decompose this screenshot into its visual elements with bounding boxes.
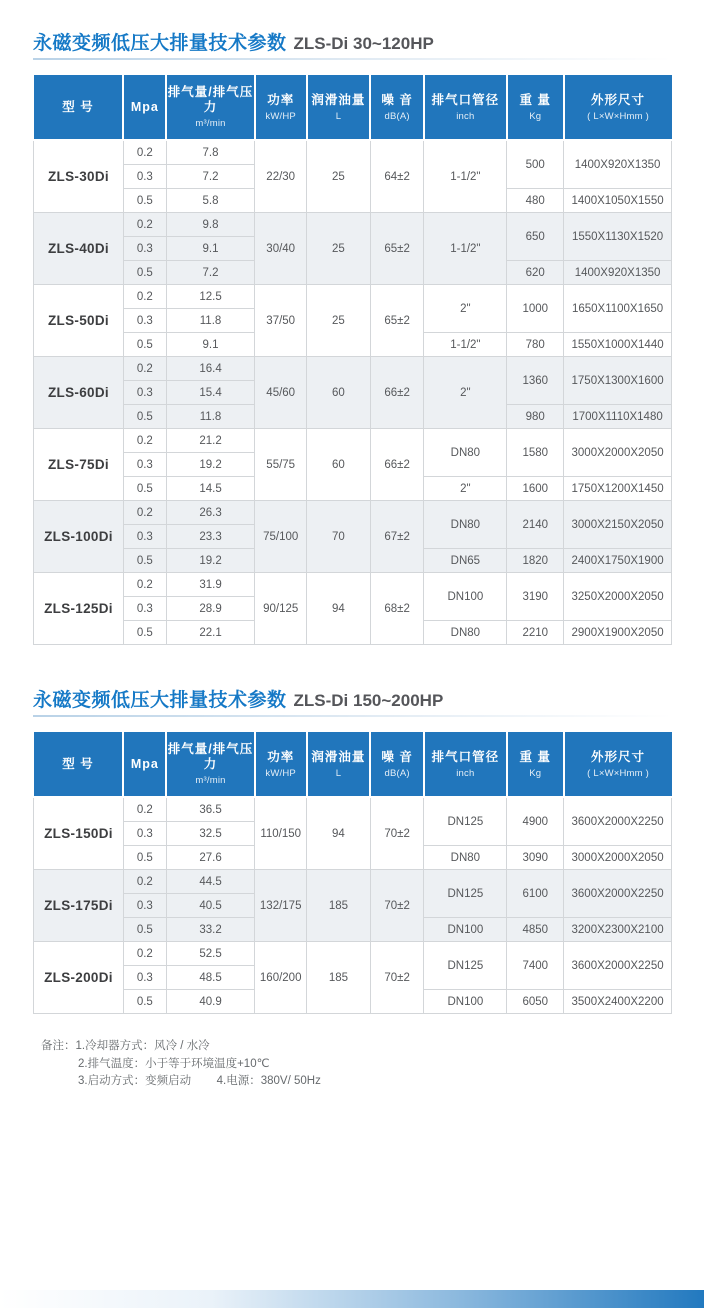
cell-dimensions: 3600X2000X2250: [564, 942, 672, 990]
cell-mpa: 0.2: [123, 942, 166, 966]
cell-dimensions: 3000X2000X2050: [564, 429, 672, 477]
column-header: 噪 音 dB(A): [370, 75, 424, 140]
column-header: Mpa: [123, 75, 166, 140]
cell-oil: 60: [307, 357, 371, 429]
cell-flow: 7.2: [166, 165, 255, 189]
cell-pipe: DN125: [424, 870, 507, 918]
cell-dimensions: 2900X1900X2050: [564, 621, 672, 645]
cell-mpa: 0.3: [123, 453, 166, 477]
cell-dimensions: 3600X2000X2250: [564, 797, 672, 846]
table-row: [34, 870, 672, 894]
table-row: [34, 140, 672, 165]
footnote-line: 备注：1.冷却器方式：风冷 / 水冷: [41, 1040, 210, 1052]
footnote-line: 3.启动方式：变频启动 4.电源：380V/ 50Hz: [78, 1075, 321, 1087]
table-row: [34, 797, 672, 822]
cell-pipe: DN65: [424, 549, 507, 573]
cell-power: 45/60: [255, 357, 307, 429]
section-title: [33, 28, 672, 55]
cell-flow: 52.5: [166, 942, 255, 966]
cell-pipe: DN80: [424, 621, 507, 645]
cell-weight: 4850: [507, 918, 564, 942]
column-header: 功率 kW/HP: [255, 732, 307, 797]
cell-model: ZLS-200Di: [34, 942, 124, 1014]
cell-flow: 28.9: [166, 597, 255, 621]
cell-model: ZLS-75Di: [34, 429, 124, 501]
column-header: 排气量/排气压力 m³/min: [166, 732, 255, 797]
cell-mpa: 0.5: [123, 990, 166, 1014]
cell-pipe: DN100: [424, 573, 507, 621]
cell-mpa: 0.5: [123, 261, 166, 285]
cell-model: ZLS-150Di: [34, 797, 124, 870]
cell-flow: 14.5: [166, 477, 255, 501]
cell-dimensions: 3500X2400X2200: [564, 990, 672, 1014]
cell-power: 30/40: [255, 213, 307, 285]
cell-mpa: 0.3: [123, 165, 166, 189]
table-row: [34, 357, 672, 381]
cell-mpa: 0.3: [123, 525, 166, 549]
cell-dimensions: 3250X2000X2050: [564, 573, 672, 621]
footnotes: [33, 1038, 672, 1091]
cell-mpa: 0.5: [123, 549, 166, 573]
spec-table-30-120hp: [33, 75, 672, 645]
cell-power: 22/30: [255, 140, 307, 213]
cell-flow: 44.5: [166, 870, 255, 894]
cell-flow: 5.8: [166, 189, 255, 213]
cell-weight: 780: [507, 333, 564, 357]
cell-power: 75/100: [255, 501, 307, 573]
cell-flow: 40.5: [166, 894, 255, 918]
cell-noise: 64±2: [370, 140, 424, 213]
cell-flow: 7.2: [166, 261, 255, 285]
cell-noise: 67±2: [370, 501, 424, 573]
cell-flow: 40.9: [166, 990, 255, 1014]
cell-noise: 65±2: [370, 285, 424, 357]
column-header: 外形尺寸 ( L×W×Hmm ): [564, 75, 672, 140]
cell-pipe: 2": [424, 357, 507, 429]
cell-model: ZLS-60Di: [34, 357, 124, 429]
column-header: 型 号: [34, 732, 124, 797]
column-header: Mpa: [123, 732, 166, 797]
column-header: 重 量 Kg: [507, 732, 564, 797]
table-row: [34, 573, 672, 597]
column-header: 重 量 Kg: [507, 75, 564, 140]
table-row: [34, 942, 672, 966]
cell-dimensions: 1400X1050X1550: [564, 189, 672, 213]
cell-oil: 25: [307, 140, 371, 213]
cell-mpa: 0.3: [123, 894, 166, 918]
catalog-page: [0, 28, 704, 1091]
cell-model: ZLS-50Di: [34, 285, 124, 357]
cell-mpa: 0.3: [123, 309, 166, 333]
cell-pipe: 1-1/2": [424, 333, 507, 357]
cell-flow: 21.2: [166, 429, 255, 453]
cell-oil: 25: [307, 285, 371, 357]
cell-model: ZLS-100Di: [34, 501, 124, 573]
section-30-120hp: [33, 28, 672, 645]
cell-noise: 66±2: [370, 429, 424, 501]
cell-mpa: 0.2: [123, 213, 166, 237]
cell-pipe: DN80: [424, 501, 507, 549]
cell-flow: 36.5: [166, 797, 255, 822]
cell-flow: 27.6: [166, 846, 255, 870]
cell-dimensions: 3000X2150X2050: [564, 501, 672, 549]
cell-mpa: 0.2: [123, 140, 166, 165]
column-header: 排气口管径 inch: [424, 75, 507, 140]
column-header: 排气口管径 inch: [424, 732, 507, 797]
cell-power: 90/125: [255, 573, 307, 645]
cell-model: ZLS-30Di: [34, 140, 124, 213]
cell-weight: 500: [507, 140, 564, 189]
cell-mpa: 0.3: [123, 237, 166, 261]
cell-mpa: 0.2: [123, 285, 166, 309]
cell-dimensions: 1550X1130X1520: [564, 213, 672, 261]
cell-flow: 7.8: [166, 140, 255, 165]
cell-weight: 7400: [507, 942, 564, 990]
cell-pipe: DN100: [424, 918, 507, 942]
cell-dimensions: 1550X1000X1440: [564, 333, 672, 357]
cell-flow: 48.5: [166, 966, 255, 990]
cell-noise: 66±2: [370, 357, 424, 429]
cell-oil: 94: [307, 573, 371, 645]
cell-pipe: DN80: [424, 429, 507, 477]
cell-oil: 94: [307, 797, 371, 870]
cell-pipe: DN125: [424, 942, 507, 990]
title-underline: [33, 715, 672, 717]
title-model-range: ZLS-Di 150~200HP: [293, 691, 444, 710]
cell-mpa: 0.2: [123, 357, 166, 381]
table-row: [34, 501, 672, 525]
cell-mpa: 0.5: [123, 918, 166, 942]
cell-mpa: 0.2: [123, 870, 166, 894]
cell-power: 55/75: [255, 429, 307, 501]
table-row: [34, 429, 672, 453]
cell-pipe: 2": [424, 285, 507, 333]
spec-table-150-200hp: [33, 732, 672, 1014]
cell-weight: 1600: [507, 477, 564, 501]
cell-oil: 60: [307, 429, 371, 501]
title-model-range: ZLS-Di 30~120HP: [293, 34, 434, 53]
page-content: [0, 28, 704, 1091]
cell-dimensions: 3200X2300X2100: [564, 918, 672, 942]
column-header: 外形尺寸 ( L×W×Hmm ): [564, 732, 672, 797]
cell-model: ZLS-40Di: [34, 213, 124, 285]
cell-dimensions: 1650X1100X1650: [564, 285, 672, 333]
cell-flow: 11.8: [166, 309, 255, 333]
cell-mpa: 0.3: [123, 597, 166, 621]
cell-mpa: 0.5: [123, 846, 166, 870]
title-chinese: 永磁变频低压大排量技术参数: [33, 690, 287, 711]
column-header: 功率 kW/HP: [255, 75, 307, 140]
column-header: 排气量/排气压力 m³/min: [166, 75, 255, 140]
cell-weight: 2140: [507, 501, 564, 549]
cell-flow: 23.3: [166, 525, 255, 549]
cell-mpa: 0.5: [123, 333, 166, 357]
cell-weight: 4900: [507, 797, 564, 846]
cell-mpa: 0.3: [123, 822, 166, 846]
cell-oil: 25: [307, 213, 371, 285]
cell-power: 37/50: [255, 285, 307, 357]
section-title: [33, 685, 672, 712]
column-header: 润滑油量 L: [307, 732, 371, 797]
cell-mpa: 0.2: [123, 573, 166, 597]
cell-weight: 480: [507, 189, 564, 213]
cell-flow: 32.5: [166, 822, 255, 846]
cell-flow: 19.2: [166, 549, 255, 573]
cell-flow: 11.8: [166, 405, 255, 429]
cell-weight: 620: [507, 261, 564, 285]
cell-dimensions: 2400X1750X1900: [564, 549, 672, 573]
cell-flow: 31.9: [166, 573, 255, 597]
cell-noise: 70±2: [370, 870, 424, 942]
cell-weight: 980: [507, 405, 564, 429]
title-chinese: 永磁变频低压大排量技术参数: [33, 33, 287, 54]
cell-oil: 185: [307, 942, 371, 1014]
cell-pipe: DN100: [424, 990, 507, 1014]
section-150-200hp: [33, 685, 672, 1014]
cell-weight: 2210: [507, 621, 564, 645]
cell-weight: 3090: [507, 846, 564, 870]
cell-mpa: 0.5: [123, 477, 166, 501]
table-row: [34, 285, 672, 309]
cell-mpa: 0.3: [123, 966, 166, 990]
cell-noise: 65±2: [370, 213, 424, 285]
cell-dimensions: 1750X1200X1450: [564, 477, 672, 501]
cell-power: 160/200: [255, 942, 307, 1014]
cell-model: ZLS-125Di: [34, 573, 124, 645]
column-header: 型 号: [34, 75, 124, 140]
cell-mpa: 0.2: [123, 797, 166, 822]
cell-noise: 70±2: [370, 797, 424, 870]
column-header: 润滑油量 L: [307, 75, 371, 140]
cell-weight: 650: [507, 213, 564, 261]
title-underline: [33, 58, 672, 60]
cell-weight: 3190: [507, 573, 564, 621]
cell-oil: 185: [307, 870, 371, 942]
cell-flow: 19.2: [166, 453, 255, 477]
cell-model: ZLS-175Di: [34, 870, 124, 942]
cell-flow: 9.1: [166, 333, 255, 357]
table-row: [34, 213, 672, 237]
footnote-line: 2.排气温度：小于等于环境温度+10℃: [78, 1057, 270, 1070]
cell-flow: 9.8: [166, 213, 255, 237]
cell-pipe: 1-1/2": [424, 213, 507, 285]
cell-flow: 12.5: [166, 285, 255, 309]
bottom-gradient-bar: [0, 1290, 704, 1308]
cell-dimensions: 1400X920X1350: [564, 261, 672, 285]
cell-weight: 6100: [507, 870, 564, 918]
cell-dimensions: 1400X920X1350: [564, 140, 672, 189]
cell-pipe: DN80: [424, 846, 507, 870]
cell-flow: 16.4: [166, 357, 255, 381]
cell-mpa: 0.2: [123, 501, 166, 525]
cell-pipe: 1-1/2": [424, 140, 507, 213]
cell-mpa: 0.3: [123, 381, 166, 405]
cell-flow: 26.3: [166, 501, 255, 525]
cell-mpa: 0.5: [123, 189, 166, 213]
cell-weight: 1820: [507, 549, 564, 573]
cell-weight: 6050: [507, 990, 564, 1014]
cell-pipe: 2": [424, 477, 507, 501]
cell-mpa: 0.2: [123, 429, 166, 453]
cell-flow: 9.1: [166, 237, 255, 261]
cell-dimensions: 3600X2000X2250: [564, 870, 672, 918]
cell-power: 132/175: [255, 870, 307, 942]
cell-weight: 1000: [507, 285, 564, 333]
cell-flow: 22.1: [166, 621, 255, 645]
cell-power: 110/150: [255, 797, 307, 870]
cell-pipe: DN125: [424, 797, 507, 846]
cell-flow: 33.2: [166, 918, 255, 942]
cell-weight: 1360: [507, 357, 564, 405]
cell-mpa: 0.5: [123, 405, 166, 429]
cell-dimensions: 1700X1110X1480: [564, 405, 672, 429]
cell-flow: 15.4: [166, 381, 255, 405]
cell-dimensions: 1750X1300X1600: [564, 357, 672, 405]
cell-weight: 1580: [507, 429, 564, 477]
cell-noise: 68±2: [370, 573, 424, 645]
cell-oil: 70: [307, 501, 371, 573]
cell-noise: 70±2: [370, 942, 424, 1014]
column-header: 噪 音 dB(A): [370, 732, 424, 797]
cell-dimensions: 3000X2000X2050: [564, 846, 672, 870]
cell-mpa: 0.5: [123, 621, 166, 645]
